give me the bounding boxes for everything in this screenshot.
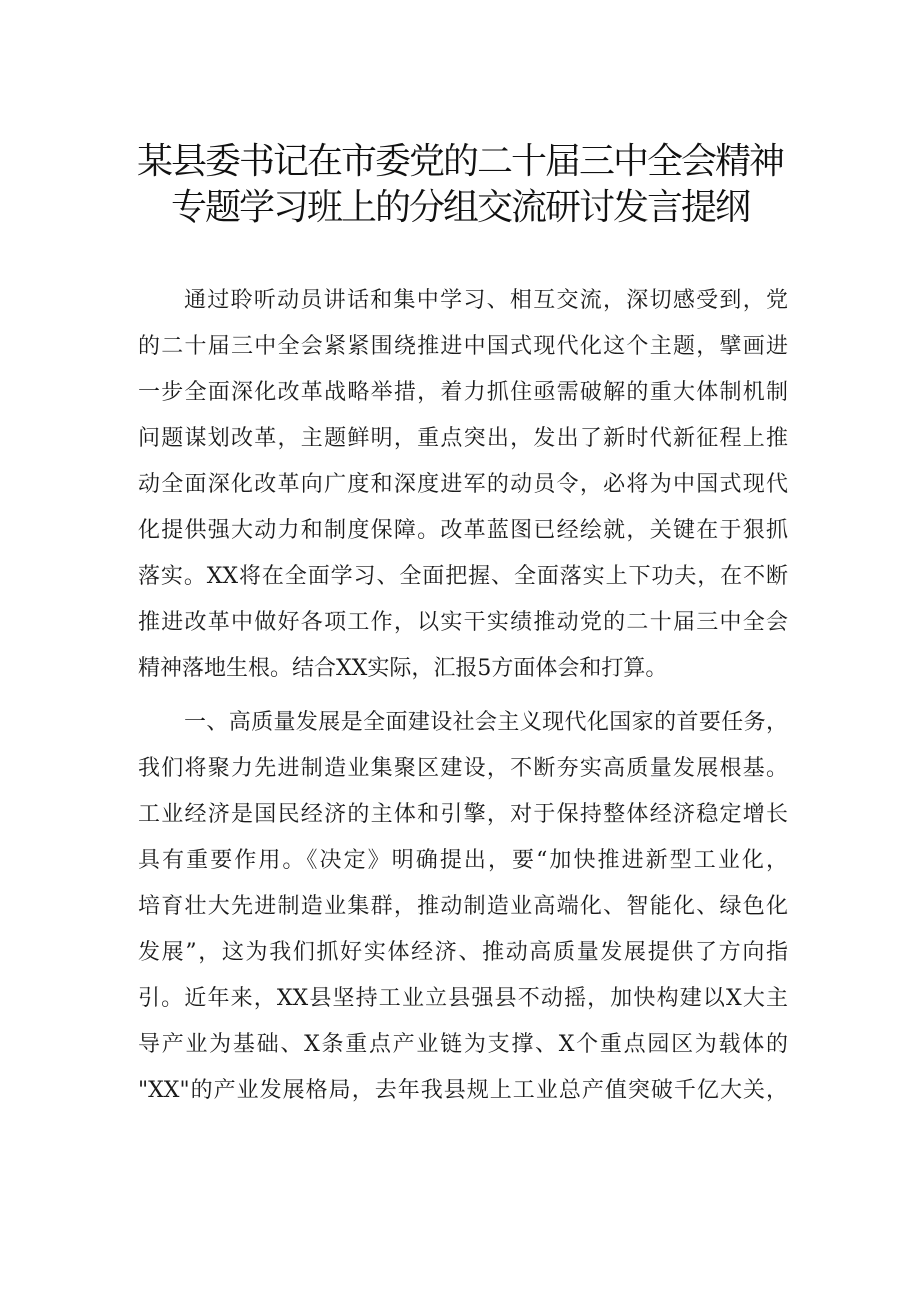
document-title-line-2: 专题学习班上的分组交流研讨发言提纲 xyxy=(170,187,749,228)
paragraph-2-line-4: 具有重要作用。《决定》明确提出，要“加快推进新型工业化， xyxy=(138,848,788,873)
paragraph-2-line-6: 发展”，这为我们抓好实体经济、推动高质量发展提供了方向指 xyxy=(138,940,788,965)
paragraph-2-line-5: 培育壮大先进制造业集群，推动制造业高端化、智能化、绿色化 xyxy=(138,894,788,919)
document-body xyxy=(138,278,788,1114)
paragraph-1-line-3: 一步全面深化改革战略举措，着力抓住亟需破解的重大体制机制 xyxy=(138,380,788,405)
paragraph-1-line-5: 动全面深化改革向广度和深度进军的动员令，必将为中国式现代 xyxy=(138,472,788,497)
paragraph-2-line-3: 工业经济是国民经济的主体和引擎，对于保持整体经济稳定增长 xyxy=(138,802,788,827)
paragraph-2-line-2: 我们将聚力先进制造业集聚区建设，不断夯实高质量发展根基。 xyxy=(138,756,788,781)
document-title-line-1: 某县委书记在市委党的二十届三中全会精神 xyxy=(136,141,783,182)
paragraph-1-line-1: 通过聆听动员讲话和集中学习、相互交流，深切感受到，党 xyxy=(184,288,788,313)
paragraph-1 xyxy=(138,278,788,692)
paragraph-1-line-9: 精神落地生根。结合XX实际，汇报5方面体会和打算。 xyxy=(138,656,668,681)
paragraph-2-line-8: 导产业为基础、X条重点产业链为支撑、X个重点园区为载体的 xyxy=(138,1032,788,1057)
paragraph-1-line-2: 的二十届三中全会紧紧围绕推进中国式现代化这个主题，擘画进 xyxy=(138,334,788,359)
paragraph-spacer xyxy=(138,692,788,700)
paragraph-1-line-7: 落实。XX将在全面学习、全面把握、全面落实上下功夫，在不断 xyxy=(138,564,788,589)
paragraph-2 xyxy=(138,700,788,1114)
paragraph-1-line-8: 推进改革中做好各项工作，以实干实绩推动党的二十届三中全会 xyxy=(138,610,788,635)
paragraph-2-line-9: "XX"的产业发展格局，去年我县规上工业总产值突破千亿大关， xyxy=(138,1078,788,1103)
paragraph-1-line-4: 问题谋划改革，主题鲜明，重点突出，发出了新时代新征程上推 xyxy=(138,426,788,451)
paragraph-2-line-7: 引。近年来，XX县坚持工业立县强县不动摇，加快构建以X大主 xyxy=(138,986,788,1011)
paragraph-1-line-6: 化提供强大动力和制度保障。改革蓝图已经绘就，关键在于狠抓 xyxy=(138,518,788,543)
paragraph-2-line-1: 一、高质量发展是全面建设社会主义现代化国家的首要任务， xyxy=(184,710,788,735)
